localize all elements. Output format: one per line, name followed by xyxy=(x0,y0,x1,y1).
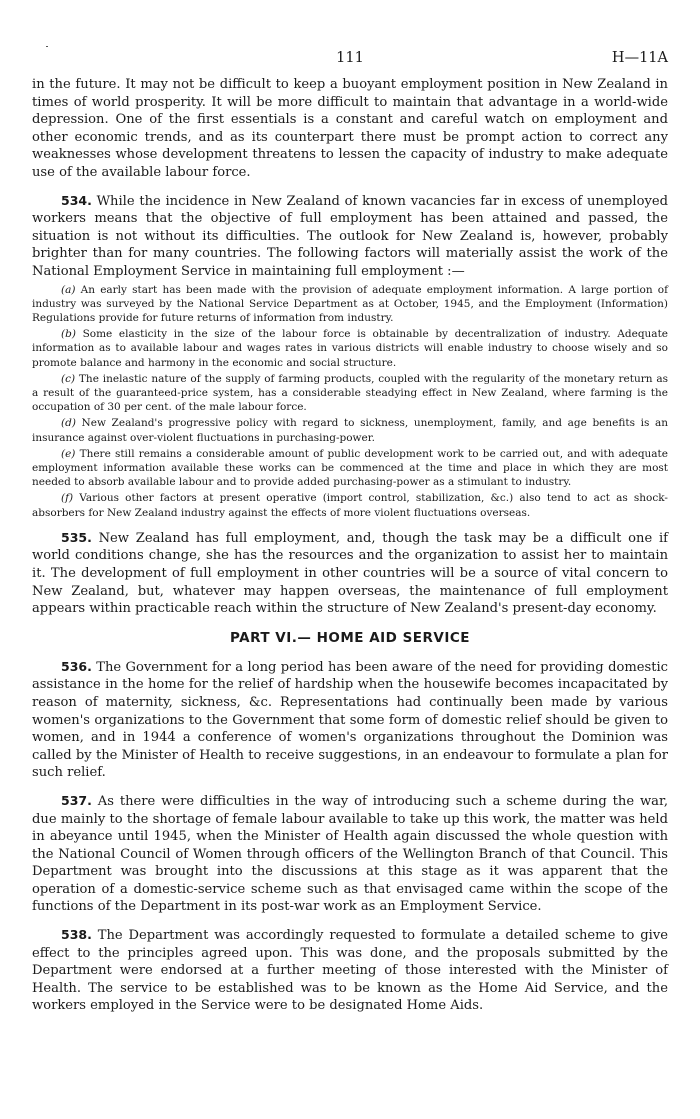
part-heading: PART VI.— HOME AID SERVICE xyxy=(229,629,471,646)
page-header xyxy=(32,50,668,76)
factor-item-e xyxy=(32,447,668,490)
paragraph-537 xyxy=(32,792,668,916)
item-text: New Zealand's progressive policy with regard to sickness, unemployment, family, and age benefits is an insurance against over-violent fluctuations in purchasing-power. xyxy=(32,417,668,444)
paragraph-534 xyxy=(32,192,668,281)
factors-list xyxy=(32,283,668,520)
item-label: (c) xyxy=(61,372,76,385)
factor-item-f xyxy=(32,491,668,519)
paragraph-535 xyxy=(32,529,668,618)
page-number: 111 xyxy=(336,50,364,66)
factor-item-a xyxy=(32,283,668,326)
paragraph-538 xyxy=(32,926,668,1015)
paragraph-text: The Government for a long period has been aware of the need for providing domestic assistance in the home for the relief of hardship when the housewife becomes incapacitated by reason of maternity, sickness, &c. Representations had continually been made by various women's organizations to the Government that some form of domestic relief should be given to women, and in 1944 a conference of women's organizations throughout the Dominion was called by the Minister of Health to receive suggestions, in an endeavour to formulate a plan for such relief. xyxy=(32,659,669,781)
paragraph-text: The Department was accordingly requested to formulate a detailed scheme to give effect to the principles agreed upon. This was done, and the proposals submitted by the Department were endorsed at a further meeting of those interested with the Minister of Health. The service to be established was to be known as the Home Aid Service, and the workers employed in the Service were to be designated Home Aids. xyxy=(32,928,668,1014)
paragraph-text: New Zealand has full employment, and, though the task may be a difficult one if world conditions change, she has the resources and the organization to assist her to maintain it. The development of full employment in other countries will be a source of vital concern to New Zealand, but, whatever may happen overseas, the maintenance of full employment appears within practicable reach within the structure of New Zealand's present-day economy. xyxy=(32,530,668,617)
paragraph-text: As there were difficulties in the way of introducing such a scheme during the war, due mainly to the shortage of female labour available to take up this work, the matter was held in abeyance until 1945, when the Minister of Health again discussed the whole question with the National Council of Women through officers of the Wellington Branch of that Council. This Department was brought into the discussions at this stage as it was apparent that the operation of a domestic-service scheme such as that envisaged came within the scope of the functions of the Department in its post-war work as an Employment Service. xyxy=(32,793,668,915)
factor-item-b xyxy=(32,327,668,370)
document-page xyxy=(32,50,668,1015)
paragraph-number: 534. xyxy=(61,192,92,208)
paragraph-number: 538. xyxy=(61,927,92,943)
document-reference: H—11A xyxy=(611,50,668,66)
paragraph-text: While the incidence in New Zealand of known vacancies far in excess of unemployed workers means that the objective of full employment has been attained and passed, the situation is not without its difficulties. The outlook for New Zealand is, however, probably brighter than for many countries. The following factors will materially assist the work of the National Employment Service in maintaining full employment :— xyxy=(32,193,668,279)
item-text: There still remains a considerable amount of public development work to be carried out, and with adequate employment information available these works can be commenced at the time and place in which they are most needed to absorb available labour and to provide added purchasing-power as a stimulant to industry. xyxy=(32,447,668,489)
item-text: The inelastic nature of the supply of farming products, coupled with the regularity of the monetary return as a result of the guaranteed-price system, has a considerable steadying effect in New Zealand, where farming is the occupation of 30 per cent. of the male labour force. xyxy=(32,372,668,414)
item-label: (f) xyxy=(61,492,74,505)
item-label: (d) xyxy=(61,417,76,430)
item-label: (a) xyxy=(61,283,76,296)
paragraph-number: 537. xyxy=(61,792,92,808)
scan-mark xyxy=(46,46,48,47)
paragraph-number: 536. xyxy=(61,658,92,674)
factor-item-c xyxy=(32,372,668,415)
continuation-paragraph: in the future. It may not be difficult to keep a buoyant employment position in New Zealand in times of world prosperity. It will be more difficult to maintain that advantage in a world-wide depression. One of the first essentials is a constant and careful watch on employment and other economic trends, and as its counterpart there must be prompt action to correct any weaknesses whose development threatens to lessen the capacity of industry to make adequate use of the available labour force. xyxy=(32,77,668,180)
item-text: Some elasticity in the size of the labour force is obtainable by decentralization of industry. Adequate information as to available labour and wages rates in various districts will enable industry to choose wisely and so promote balance and harmony in the economic and social structure. xyxy=(32,328,668,369)
item-label: (b) xyxy=(61,328,76,341)
item-label: (e) xyxy=(61,447,76,460)
item-text: Various other factors at present operative (import control, stabilization, &c.) also tend to act as shock-absorbers for New Zealand industry against the effects of more violent fluctuations overseas. xyxy=(32,492,668,519)
paragraph-536 xyxy=(32,658,668,782)
paragraph-number: 535. xyxy=(61,529,92,545)
item-text: An early start has been made with the provision of adequate employment information. A large portion of industry was surveyed by the National Service Department as at October, 1945, and the Employment (Information) Regulations provide for future returns of information from industry. xyxy=(32,283,668,324)
factor-item-d xyxy=(32,416,668,444)
